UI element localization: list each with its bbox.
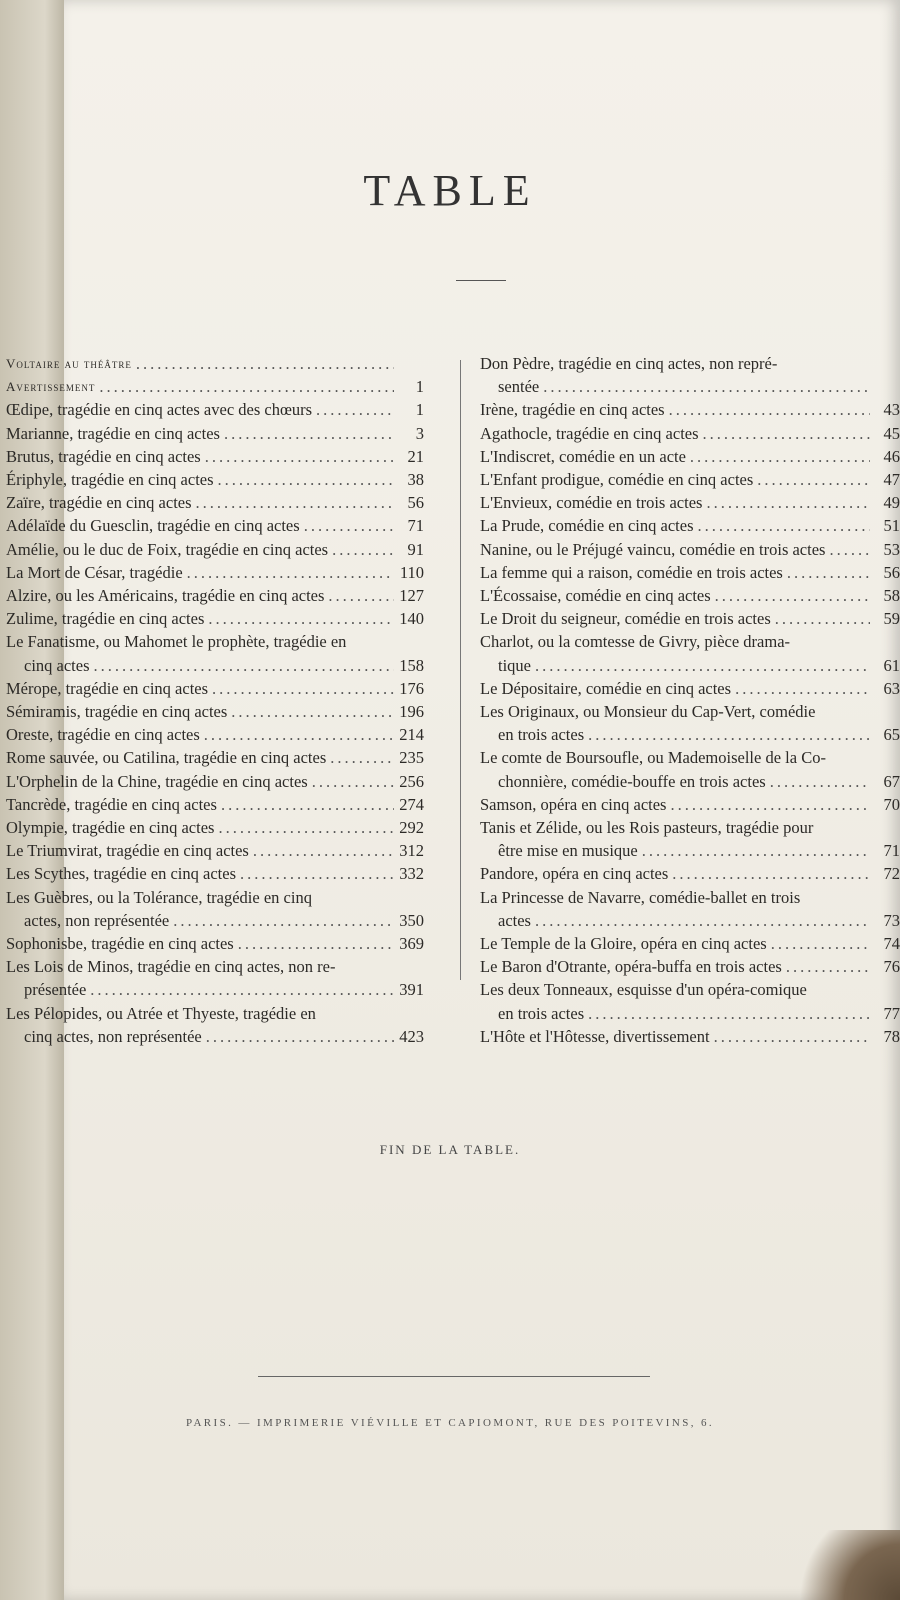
leader-dots — [204, 723, 394, 746]
toc-entry-title: Les Pélopides, ou Atrée et Thyeste, tragédie en — [6, 1003, 316, 1023]
title-rule — [456, 280, 506, 281]
toc-entry-continuation: en trois actes — [498, 725, 585, 745]
toc-entry-title: Alzire, ou les Américains, tragédie en cinq actes — [6, 586, 325, 606]
leader-dots — [770, 770, 870, 793]
toc-entry-title: La Prude, comédie en cinq actes — [480, 516, 694, 536]
toc-entry — [480, 468, 900, 491]
toc-entry — [480, 816, 900, 862]
toc-page-number: 51 — [883, 516, 900, 536]
toc-page-number: 3 — [415, 423, 424, 443]
toc-entry-continuation: cinq actes, non représentée — [24, 1026, 202, 1046]
leader-dots — [173, 909, 394, 932]
toc-page-number: 49 — [883, 493, 900, 513]
leader-dots — [312, 770, 394, 793]
toc-entry-title: Le Temple de la Gloire, opéra en cinq actes — [480, 934, 767, 954]
toc-entry-title: La femme qui a raison, comédie en trois actes — [480, 562, 783, 582]
toc-entry-title: Le Baron d'Otrante, opéra-buffa en trois actes — [480, 957, 782, 977]
toc-entry — [480, 491, 900, 514]
toc-entry-title: Adélaïde du Guesclin, tragédie en cinq actes — [6, 516, 300, 536]
toc-entry-title: Les Lois de Minos, tragédie en cinq actes, non re- — [6, 957, 336, 977]
leader-dots — [714, 1025, 870, 1048]
toc-page-number: 73 — [883, 910, 900, 930]
toc-entry — [6, 398, 424, 421]
toc-entry — [480, 700, 900, 746]
leader-dots — [231, 700, 394, 723]
toc-entry-title: Zulime, tragédie en cinq actes — [6, 609, 205, 629]
toc-entry-title: La Princesse de Navarre, comédie-ballet en trois — [480, 887, 801, 907]
toc-entry — [480, 978, 900, 1024]
leader-dots — [642, 839, 870, 862]
toc-page-number: 72 — [883, 864, 900, 884]
leader-dots — [690, 445, 870, 468]
toc-page-number: 235 — [399, 748, 424, 768]
leader-dots — [672, 862, 870, 885]
toc-page-number: 71 — [883, 841, 900, 861]
toc-page-number: 53 — [883, 539, 900, 559]
toc-page-number: 46 — [883, 446, 900, 466]
toc-page-number: 21 — [407, 446, 424, 466]
toc-entry-title: Agathocle, tragédie en cinq actes — [480, 423, 699, 443]
leader-dots — [543, 375, 870, 398]
toc-entry — [480, 445, 900, 468]
toc-entry-title: Le Fanatisme, ou Mahomet le prophète, tragédie en — [6, 632, 347, 652]
leader-dots — [196, 491, 394, 514]
toc-entry — [6, 839, 424, 862]
leader-dots — [332, 538, 394, 561]
toc-entry — [6, 538, 424, 561]
toc-page-number: 67 — [883, 771, 900, 791]
toc-entry-title: Les deux Tonneaux, esquisse d'un opéra-comique — [480, 980, 807, 1000]
toc-page-number: 1 — [415, 400, 424, 420]
toc-entry — [480, 538, 900, 561]
leader-dots — [94, 654, 394, 677]
toc-page-number: 70 — [883, 794, 900, 814]
leader-dots — [208, 607, 394, 630]
leader-dots — [703, 422, 870, 445]
toc-entry — [480, 514, 900, 537]
toc-entry — [480, 746, 900, 792]
toc-entry — [480, 862, 900, 885]
leader-dots — [221, 793, 394, 816]
toc-page-number: 423 — [399, 1026, 424, 1046]
toc-entry-continuation: actes — [498, 910, 531, 930]
leader-dots — [328, 584, 394, 607]
leader-dots — [99, 375, 394, 398]
toc-entry — [480, 398, 900, 421]
toc-entry-title: La Mort de César, tragédie — [6, 562, 183, 582]
toc-entry — [480, 607, 900, 630]
leader-dots — [330, 746, 394, 769]
toc-entry — [6, 607, 424, 630]
toc-entry-title: Charlot, ou la comtesse de Givry, pièce drama- — [480, 632, 791, 652]
leader-dots — [775, 607, 870, 630]
toc-page-number: 369 — [399, 934, 424, 954]
toc-entry-title: Tancrède, tragédie en cinq actes — [6, 794, 217, 814]
toc-entry — [480, 955, 900, 978]
leader-dots — [316, 398, 394, 421]
toc-entry-title: Amélie, ou le duc de Foix, tragédie en cinq actes — [6, 539, 329, 559]
toc-entry-title: Les Guèbres, ou la Tolérance, tragédie en cinq — [6, 887, 312, 907]
toc-entry-title: Voltaire au théâtre — [6, 356, 132, 371]
toc-entry — [6, 561, 424, 584]
toc-entry — [6, 816, 424, 839]
toc-entry-continuation: actes, non représentée — [24, 910, 170, 930]
toc-entry-title: Les Originaux, ou Monsieur du Cap-Vert, comédie — [480, 702, 816, 722]
toc-page-number: 78 — [883, 1026, 900, 1046]
toc-page-number: 91 — [407, 539, 424, 559]
leader-dots — [535, 909, 870, 932]
leader-dots — [787, 561, 870, 584]
toc-entry-title: Marianne, tragédie en cinq actes — [6, 423, 220, 443]
toc-entry-continuation: cinq actes — [24, 655, 90, 675]
leader-dots — [757, 468, 870, 491]
toc-page-number: 140 — [399, 609, 424, 629]
toc-entry — [480, 630, 900, 676]
leader-dots — [187, 561, 394, 584]
toc-entry-title: Olympie, tragédie en cinq actes — [6, 818, 215, 838]
toc-page-number: 127 — [399, 586, 424, 606]
toc-entry — [6, 468, 424, 491]
toc-entry — [6, 584, 424, 607]
toc-entry-title: Mérope, tragédie en cinq actes — [6, 678, 209, 698]
toc-page-number — [874, 375, 900, 398]
toc-entry-title: Le Dépositaire, comédie en cinq actes — [480, 678, 732, 698]
toc-entry — [6, 1002, 424, 1048]
toc-entry — [480, 1025, 900, 1048]
toc-entry-title: Le Droit du seigneur, comédie en trois actes — [480, 609, 771, 629]
toc-entry-title: Rome sauvée, ou Catilina, tragédie en cinq actes — [6, 748, 327, 768]
toc-entry — [480, 352, 900, 398]
toc-page-number: 214 — [399, 725, 424, 745]
toc-entry-title: L'Enfant prodigue, comédie en cinq actes — [480, 470, 754, 490]
toc-page-number: 71 — [407, 516, 424, 536]
toc-entry-title: Tanis et Zélide, ou les Rois pasteurs, tragédie pour — [480, 818, 814, 838]
leader-dots — [715, 584, 870, 607]
toc-page-number: 332 — [399, 864, 424, 884]
leader-dots — [240, 862, 394, 885]
leader-dots — [212, 677, 394, 700]
toc-entry — [6, 677, 424, 700]
leader-dots — [224, 422, 394, 445]
toc-page-number: 43 — [883, 400, 900, 420]
finger-shadow — [780, 1530, 900, 1600]
toc-entry-continuation: sentée — [498, 377, 540, 397]
toc-entry — [6, 886, 424, 932]
leader-dots — [253, 839, 394, 862]
leader-dots — [698, 514, 871, 537]
toc-page-number: 312 — [399, 841, 424, 861]
toc-entry — [480, 584, 900, 607]
leader-dots — [136, 352, 394, 375]
toc-entry — [6, 375, 424, 398]
toc-entry-title: Sophonisbe, tragédie en cinq actes — [6, 934, 234, 954]
leader-dots — [588, 723, 870, 746]
printer-imprint: PARIS. — IMPRIMERIE VIÉVILLE ET CAPIOMONT, RUE DES POITEVINS, 6. — [185, 1417, 715, 1429]
toc-page-number: 158 — [399, 655, 424, 675]
toc-entry — [6, 955, 424, 1001]
toc-entry — [480, 422, 900, 445]
toc-entry — [480, 561, 900, 584]
leader-dots — [669, 398, 870, 421]
toc-page-number: 292 — [399, 818, 424, 838]
toc-entry — [480, 677, 900, 700]
toc-entry-title: Nanine, ou le Préjugé vaincu, comédie en trois actes — [480, 539, 826, 559]
toc-page-number: 45 — [883, 423, 900, 443]
toc-entry — [6, 491, 424, 514]
toc-page-number: 110 — [399, 562, 424, 582]
leader-dots — [90, 978, 394, 1001]
toc-entry — [6, 746, 424, 769]
toc-page-number: 1 — [415, 377, 424, 397]
toc-entry-continuation: chonnière, comédie-bouffe en trois actes — [498, 771, 766, 791]
toc-page-number: 58 — [883, 586, 900, 606]
leader-dots — [535, 654, 870, 677]
toc-entry-title: Don Pèdre, tragédie en cinq actes, non repré- — [480, 354, 778, 373]
leader-dots — [771, 932, 870, 955]
toc-entry-title: Zaïre, tragédie en cinq actes — [6, 493, 192, 513]
toc-entry — [6, 700, 424, 723]
toc-entry-title: Le Triumvirat, tragédie en cinq actes — [6, 841, 249, 861]
toc-entry — [6, 932, 424, 955]
toc-entry-title: Les Scythes, tragédie en cinq actes — [6, 864, 236, 884]
leader-dots — [218, 816, 394, 839]
leader-dots — [304, 514, 394, 537]
toc-page-number: 76 — [883, 957, 900, 977]
toc-entry — [6, 352, 424, 375]
toc-page-number: 196 — [399, 702, 424, 722]
toc-left-column — [6, 352, 424, 1048]
toc-entry-title: L'Écossaise, comédie en cinq actes — [480, 586, 711, 606]
toc-entry-continuation: être mise en musique — [498, 841, 638, 861]
toc-page-number: 77 — [883, 1003, 900, 1023]
toc-entry-title: L'Hôte et l'Hôtesse, divertissement — [480, 1026, 710, 1046]
toc-entry-title: Œdipe, tragédie en cinq actes avec des chœurs — [6, 400, 313, 420]
leader-dots — [588, 1002, 870, 1025]
toc-page-number: 59 — [883, 609, 900, 629]
toc-entry-title: Pandore, opéra en cinq actes — [480, 864, 669, 884]
toc-entry-title: Ériphyle, tragédie en cinq actes — [6, 470, 214, 490]
toc-entry-title: Samson, opéra en cinq actes — [480, 794, 667, 814]
toc-page-number: 38 — [407, 470, 424, 490]
toc-page-number: 256 — [399, 771, 424, 791]
toc-entry-continuation: tique — [498, 655, 531, 675]
leader-dots — [706, 491, 870, 514]
imprint-rule — [258, 1376, 650, 1377]
leader-dots — [735, 677, 870, 700]
toc-entry — [6, 422, 424, 445]
toc-entry — [6, 862, 424, 885]
toc-entry-continuation: présentée — [24, 980, 87, 1000]
leader-dots — [670, 793, 870, 816]
toc-page-number: 65 — [883, 725, 900, 745]
toc-entry-title: Le comte de Boursoufle, ou Mademoiselle de la Co- — [480, 748, 826, 768]
toc-right-column — [480, 352, 900, 1048]
toc-page-number: 391 — [399, 980, 424, 1000]
leader-dots — [206, 1025, 394, 1048]
toc-page-number: 274 — [399, 794, 424, 814]
toc-entry-title: L'Orphelin de la Chine, tragédie en cinq actes — [6, 771, 308, 791]
toc-entry-title: Brutus, tragédie en cinq actes — [6, 446, 201, 466]
toc-entry — [6, 630, 424, 676]
toc-page-number: 74 — [883, 934, 900, 954]
page-title: TABLE — [363, 166, 537, 215]
toc-page-number: 61 — [883, 655, 900, 675]
toc-entry — [6, 514, 424, 537]
leader-dots — [829, 538, 870, 561]
toc-entry-title: Avertissement — [6, 379, 96, 395]
toc-entry — [480, 886, 900, 932]
leader-dots — [205, 445, 394, 468]
toc-page-number: 47 — [883, 470, 900, 490]
leader-dots — [238, 932, 394, 955]
toc-entry-continuation: en trois actes — [498, 1003, 585, 1023]
toc-entry-title: Irène, tragédie en cinq actes — [480, 400, 665, 420]
end-note: FIN DE LA TABLE. — [379, 1142, 521, 1157]
toc-page-number: 56 — [407, 493, 424, 513]
toc-page-number: 176 — [399, 678, 424, 698]
column-divider — [460, 360, 461, 980]
toc-entry — [6, 793, 424, 816]
toc-entry — [480, 793, 900, 816]
toc-page-number: 56 — [883, 562, 900, 582]
leader-dots — [786, 955, 870, 978]
toc-page-number — [398, 352, 424, 375]
toc-entry — [6, 445, 424, 468]
toc-entry-title: L'Envieux, comédie en trois actes — [480, 493, 703, 513]
toc-page-number: 350 — [399, 910, 424, 930]
leader-dots — [218, 468, 394, 491]
toc-entry — [6, 723, 424, 746]
toc-entry-title: Oreste, tragédie en cinq actes — [6, 725, 200, 745]
toc-page-number: 63 — [883, 678, 900, 698]
toc-entry-title: L'Indiscret, comédie en un acte — [480, 446, 686, 466]
toc-entry — [6, 770, 424, 793]
toc-entry-title: Sémiramis, tragédie en cinq actes — [6, 702, 228, 722]
toc-entry — [480, 932, 900, 955]
